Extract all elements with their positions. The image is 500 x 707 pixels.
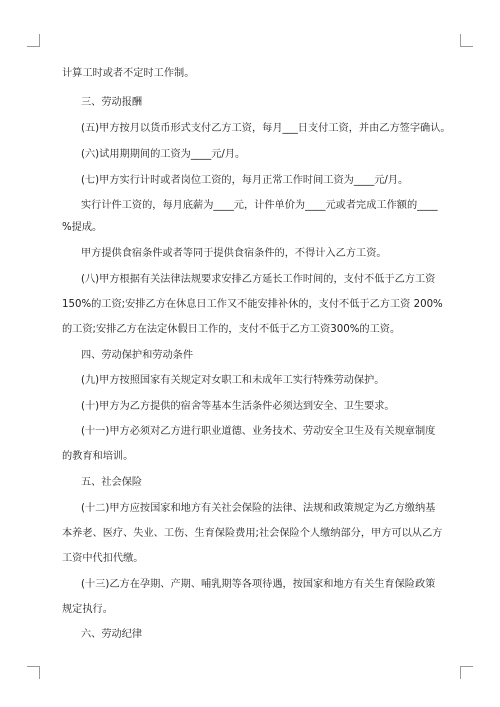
text-line: 本养老、医疗、失业、工伤、生育保险费用;社会保险个人缴纳部分，甲方可以从乙方 bbox=[62, 528, 443, 539]
text-line: (十)甲方为乙方提供的宿舍等基本生活条件必须达到安全、卫生要求。 bbox=[81, 401, 395, 412]
text-line: (十一)甲方必须对乙方进行职业道德、业务技术、劳动安全卫生及有关规章制度 bbox=[81, 426, 436, 437]
section-heading: 四、劳动保护和劳动条件 bbox=[81, 350, 194, 361]
text-line: 150%的工资;安排乙方在休息日工作又不能安排补休的，支付不低于乙方工资 200% bbox=[62, 299, 443, 310]
text-line: (九)甲方按照国家有关规定对女职工和未成年工实行特殊劳动保护。 bbox=[81, 375, 385, 386]
text-line: (五)甲方按月以货币形式支付乙方工资，每月___日支付工资，并由乙方签字确认。 bbox=[81, 123, 451, 134]
text-line: (十三)乙方在孕期、产期、哺乳期等各项待遇，按国家和地方有关生育保险政策 bbox=[81, 579, 436, 590]
text-line: 的教育和培训。 bbox=[62, 451, 134, 462]
crop-mark-top-right bbox=[460, 34, 473, 47]
text-line: 的工资;安排乙方在法定休假日工作的，支付不低于乙方工资300%的工资。 bbox=[62, 324, 401, 335]
crop-mark-bottom-left bbox=[27, 666, 40, 679]
section-heading: 五、社会保险 bbox=[81, 477, 143, 488]
section-heading: 六、劳动纪律 bbox=[81, 629, 143, 640]
text-line: (六)试用期期间的工资为____元/月。 bbox=[81, 149, 246, 160]
crop-mark-bottom-right bbox=[460, 666, 473, 679]
text-line: (七)甲方实行计时或者岗位工资的，每月正常工作时间工资为____元/月。 bbox=[81, 175, 409, 186]
text-line: (八)甲方根据有关法律法规要求安排乙方延长工作时间的，支付不低于乙方工资 bbox=[81, 274, 436, 285]
crop-mark-top-left bbox=[27, 34, 40, 47]
text-line: 甲方提供食宿条件或者等同于提供食宿条件的，不得计入乙方工资。 bbox=[81, 248, 387, 259]
text-line: (十二)甲方应按国家和地方有关社会保险的法律、法规和政策规定为乙方缴纳基 bbox=[81, 503, 436, 514]
text-line: 工资中代扣代缴。 bbox=[62, 553, 144, 564]
text-line: %提成。 bbox=[62, 222, 103, 233]
section-heading: 三、劳动报酬 bbox=[81, 97, 143, 108]
text-line: 计算工时或者不定时工作制。 bbox=[62, 68, 195, 79]
text-line: 实行计件工资的，每月底薪为____元，计件单价为____元或者完成工作额的____ bbox=[81, 200, 438, 211]
text-line: 规定执行。 bbox=[62, 604, 113, 615]
